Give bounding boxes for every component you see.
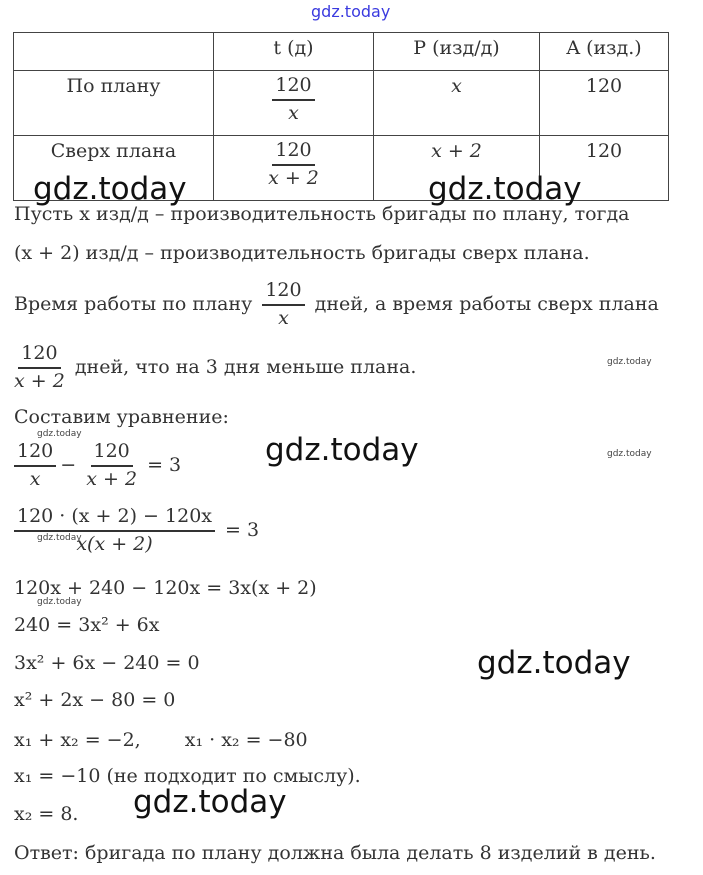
watermark: gdz.today [37, 533, 82, 543]
equation: 3x² + 6x − 240 = 0 [14, 652, 200, 674]
fraction [86, 441, 137, 491]
numerator: 120 [91, 441, 133, 467]
row-label: По плану [14, 71, 214, 136]
watermark: gdz.today [33, 171, 187, 207]
fraction [14, 506, 215, 556]
text: Время работы по плану [14, 292, 253, 315]
table-header-cell: t (д) [214, 33, 374, 71]
row-label: Сверх плана [14, 136, 214, 201]
fraction [14, 441, 56, 491]
text-line [10, 343, 416, 393]
fraction [262, 280, 304, 330]
fraction [268, 140, 319, 190]
text: = 3 [147, 453, 182, 476]
denominator: x + 2 [86, 467, 138, 490]
text-line: Пусть x изд/д – производительность бригады по плану, тогда [14, 203, 630, 225]
denominator: x [288, 101, 299, 124]
denominator: x [29, 467, 41, 490]
equation: x₁ = −10 (не подходит по смыслу). [14, 765, 361, 787]
text-line: (x + 2) изд/д – производительность бригады сверх плана. [14, 242, 590, 264]
watermark: gdz.today [311, 2, 391, 21]
numerator: 120 [14, 441, 56, 467]
text: дней, что на 3 дня меньше плана. [74, 355, 417, 378]
text: дней, а время работы сверх плана [314, 292, 659, 315]
equation: x² + 2x − 80 = 0 [14, 689, 176, 711]
text-line: Составим уравнение: [14, 406, 229, 428]
operator: − [60, 453, 83, 476]
answer: Ответ: бригада по плану должна была делать 8 изделий в день. [14, 842, 656, 864]
equation [10, 441, 181, 491]
denominator: x [278, 306, 289, 329]
denominator: x(x + 2) [76, 532, 153, 555]
equation: 240 = 3x² + 6x [14, 614, 160, 636]
text-line [14, 280, 659, 330]
watermark: gdz.today [37, 597, 82, 607]
watermark: gdz.today [37, 429, 82, 439]
equation: x₂ = 8. [14, 803, 79, 825]
watermark: gdz.today [607, 357, 652, 367]
table-row [14, 71, 669, 136]
table-header-cell [14, 33, 214, 71]
fraction [14, 343, 65, 393]
watermark: gdz.today [477, 645, 631, 681]
watermark: gdz.today [428, 171, 582, 207]
text: x₁ + x₂ = −2, [14, 729, 141, 751]
equation: 120x + 240 − 120x = 3x(x + 2) [14, 577, 317, 599]
table-header-cell: P (изд/д) [374, 33, 540, 71]
watermark: gdz.today [607, 449, 652, 459]
cell-a: 120 [540, 136, 669, 201]
equation [10, 506, 259, 556]
cell-p: x + 2 [431, 140, 482, 162]
numerator: 120 [262, 280, 304, 306]
watermark: gdz.today [265, 432, 419, 468]
table-header-cell: A (изд.) [540, 33, 669, 71]
numerator: 120 [272, 75, 314, 101]
watermark: gdz.today [133, 784, 287, 820]
numerator: 120 [272, 140, 314, 166]
cell-a: 120 [540, 71, 669, 136]
fraction [272, 75, 314, 125]
text: x₁ · x₂ = −80 [184, 729, 308, 751]
numerator: 120 · (x + 2) − 120x [14, 506, 215, 532]
equation [14, 731, 308, 750]
denominator: x + 2 [14, 369, 65, 392]
text: = 3 [225, 518, 260, 541]
denominator: x + 2 [268, 166, 319, 189]
cell-p: x [451, 75, 462, 97]
numerator: 120 [18, 343, 60, 369]
